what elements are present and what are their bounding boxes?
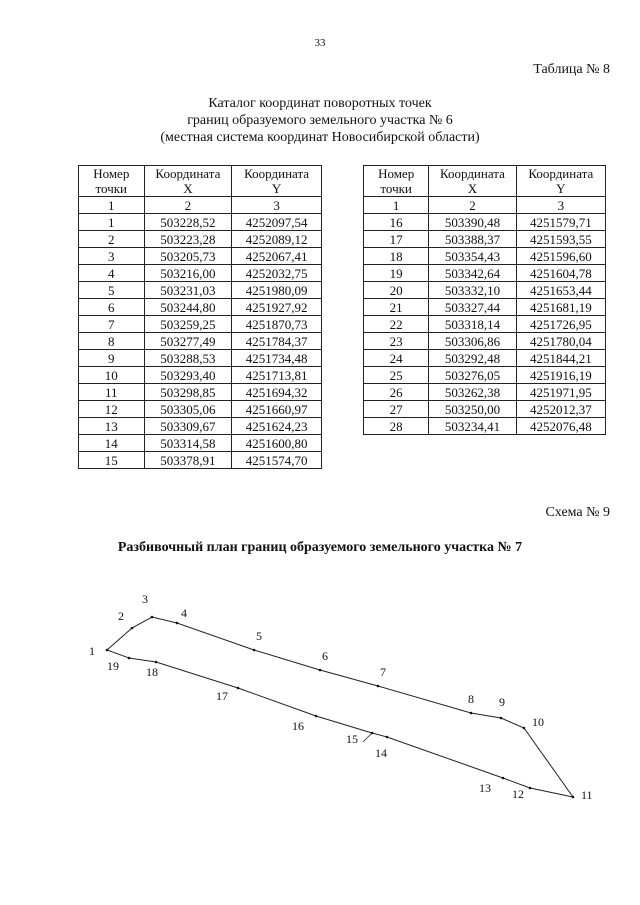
point-number-cell: 13	[79, 418, 145, 435]
table-row	[364, 299, 606, 316]
x-coordinate-cell: 503250,00	[429, 401, 516, 418]
header-text: Y	[271, 181, 282, 196]
vertex-point	[371, 732, 374, 735]
point-number-cell: 15	[79, 452, 145, 469]
y-coordinate-cell: 4252032,75	[232, 265, 322, 282]
x-coordinate-cell: 503314,58	[144, 435, 232, 452]
vertex-point	[386, 736, 389, 739]
index-cell: 2	[429, 197, 516, 214]
x-coordinate-cell: 503205,73	[144, 248, 232, 265]
vertex-label: 8	[468, 692, 474, 706]
x-coordinate-cell: 503309,67	[144, 418, 232, 435]
point-number-cell: 1	[79, 214, 145, 231]
vertex-point	[470, 712, 473, 715]
vertex-point	[319, 669, 322, 672]
point-number-cell: 22	[364, 316, 429, 333]
y-coordinate-cell: 4251579,71	[516, 214, 605, 231]
point-number-cell: 16	[364, 214, 429, 231]
y-coordinate-cell: 4251870,73	[232, 316, 322, 333]
table-row	[79, 214, 322, 231]
table-row	[364, 418, 606, 435]
header-text: точки	[380, 181, 412, 196]
point-number-cell: 4	[79, 265, 145, 282]
header-text: Номер	[93, 166, 130, 181]
x-coordinate-cell: 503292,48	[429, 350, 516, 367]
table-row	[364, 316, 606, 333]
x-coordinate-cell: 503262,38	[429, 384, 516, 401]
x-coordinate-cell: 503378,91	[144, 452, 232, 469]
vertex-label: 7	[380, 665, 386, 679]
table-row	[79, 265, 322, 282]
table-row	[79, 367, 322, 384]
y-coordinate-cell: 4251726,95	[516, 316, 605, 333]
vertex-label: 17	[216, 689, 228, 703]
table-row	[364, 265, 606, 282]
table-row	[79, 435, 322, 452]
table-row	[364, 401, 606, 418]
y-coordinate-cell: 4251624,23	[232, 418, 322, 435]
table-row	[79, 299, 322, 316]
y-coordinate-cell: 4251713,81	[232, 367, 322, 384]
header-point-number	[79, 166, 145, 197]
table-row	[364, 248, 606, 265]
table-row	[79, 231, 322, 248]
point-number-cell: 14	[79, 435, 145, 452]
point-number-cell: 10	[79, 367, 145, 384]
x-coordinate-cell: 503277,49	[144, 333, 232, 350]
header-coordinate-y	[232, 166, 322, 197]
x-coordinate-cell: 503223,28	[144, 231, 232, 248]
table-row	[364, 231, 606, 248]
table-row	[364, 367, 606, 384]
table-row	[364, 282, 606, 299]
y-coordinate-cell: 4252067,41	[232, 248, 322, 265]
x-coordinate-cell: 503259,25	[144, 316, 232, 333]
x-coordinate-cell: 503288,53	[144, 350, 232, 367]
page-number: 33	[314, 37, 326, 49]
point-number-cell: 28	[364, 418, 429, 435]
scheme-title: Разбивочный план границ образуемого земельного участка № 7	[117, 540, 523, 555]
y-coordinate-cell: 4252089,12	[232, 231, 322, 248]
header-coordinate-x	[429, 166, 516, 197]
vertex-point	[176, 622, 179, 625]
x-coordinate-cell: 503276,05	[429, 367, 516, 384]
y-coordinate-cell: 4251660,97	[232, 401, 322, 418]
table-row	[364, 350, 606, 367]
point-number-cell: 23	[364, 333, 429, 350]
vertex-label: 19	[107, 659, 119, 673]
vertex-label: 18	[146, 665, 158, 679]
point-number-cell: 8	[79, 333, 145, 350]
header-coordinate-y	[516, 166, 605, 197]
table-caption	[0, 95, 640, 146]
x-coordinate-cell: 503298,85	[144, 384, 232, 401]
x-coordinate-cell: 503293,40	[144, 367, 232, 384]
point-number-cell: 7	[79, 316, 145, 333]
x-coordinate-cell: 503390,48	[429, 214, 516, 231]
vertex-label: 5	[256, 629, 262, 643]
vertex-point	[237, 687, 240, 690]
vertex-label: 11	[581, 788, 593, 802]
table-row	[79, 418, 322, 435]
table-label: Таблица № 8	[533, 62, 610, 77]
table-row	[364, 384, 606, 401]
x-coordinate-cell: 503354,43	[429, 248, 516, 265]
scheme-label: Схема № 9	[545, 505, 610, 520]
x-coordinate-cell: 503244,80	[144, 299, 232, 316]
table-row	[79, 282, 322, 299]
vertex-point	[315, 715, 318, 718]
vertex-label: 10	[532, 715, 544, 729]
index-cell: 1	[364, 197, 429, 214]
header-text: X	[183, 181, 193, 196]
vertex-point	[253, 649, 256, 652]
y-coordinate-cell: 4251780,04	[516, 333, 605, 350]
y-coordinate-cell: 4251694,32	[232, 384, 322, 401]
x-coordinate-cell: 503228,52	[144, 214, 232, 231]
y-coordinate-cell: 4251596,60	[516, 248, 605, 265]
index-cell: 3	[232, 197, 322, 214]
index-cell: 1	[79, 197, 145, 214]
x-coordinate-cell: 503327,44	[429, 299, 516, 316]
index-cell: 2	[144, 197, 232, 214]
vertex-point	[377, 685, 380, 688]
y-coordinate-cell: 4251734,48	[232, 350, 322, 367]
header-text: X	[467, 181, 478, 196]
header-point-number	[364, 166, 429, 197]
table-row	[79, 350, 322, 367]
vertex-label: 14	[375, 746, 387, 760]
y-coordinate-cell: 4251916,19	[516, 367, 605, 384]
y-coordinate-cell: 4251653,44	[516, 282, 605, 299]
y-coordinate-cell: 4251600,80	[232, 435, 322, 452]
header-text: Номер	[378, 166, 415, 181]
vertex-label: 13	[479, 781, 491, 795]
vertex-label: 12	[512, 787, 524, 801]
vertex-label: 9	[499, 695, 505, 709]
y-coordinate-cell: 4251971,95	[516, 384, 605, 401]
point-number-cell: 25	[364, 367, 429, 384]
point-number-cell: 17	[364, 231, 429, 248]
y-coordinate-cell: 4251593,55	[516, 231, 605, 248]
x-coordinate-cell: 503306,86	[429, 333, 516, 350]
x-coordinate-cell: 503388,37	[429, 231, 516, 248]
y-coordinate-cell: 4251980,09	[232, 282, 322, 299]
vertex-point	[500, 717, 503, 720]
point-number-cell: 11	[79, 384, 145, 401]
header-text: Координата	[155, 166, 221, 181]
vertex-label: 6	[322, 649, 328, 663]
x-coordinate-cell: 503234,41	[429, 418, 516, 435]
table-index-row	[364, 197, 606, 214]
table-row	[79, 401, 322, 418]
vertex-label: 2	[118, 609, 124, 623]
caption-line-3: (местная система координат Новосибирской области)	[160, 130, 480, 145]
point-number-cell: 6	[79, 299, 145, 316]
header-text: Координата	[528, 166, 594, 181]
vertex-point	[523, 727, 526, 730]
vertex-point	[131, 627, 134, 630]
vertex-point	[529, 787, 532, 790]
header-text: Координата	[439, 166, 505, 181]
vertex-point	[502, 777, 505, 780]
header-coordinate-x	[144, 166, 232, 197]
x-coordinate-cell: 503332,10	[429, 282, 516, 299]
point-number-cell: 9	[79, 350, 145, 367]
table-row	[79, 333, 322, 350]
x-coordinate-cell: 503305,06	[144, 401, 232, 418]
table-row	[364, 214, 606, 231]
y-coordinate-cell: 4252097,54	[232, 214, 322, 231]
x-coordinate-cell: 503342,64	[429, 265, 516, 282]
table-header-row	[79, 166, 322, 197]
header-text: Координата	[244, 166, 310, 181]
point-number-cell: 24	[364, 350, 429, 367]
y-coordinate-cell: 4251681,19	[516, 299, 605, 316]
caption-line-1: Каталог координат поворотных точек	[208, 96, 432, 111]
vertex-label: 4	[181, 606, 187, 620]
coordinates-table-left	[78, 165, 322, 469]
point-number-cell: 26	[364, 384, 429, 401]
header-text: Y	[556, 181, 566, 196]
point-number-cell: 12	[79, 401, 145, 418]
point-number-cell: 19	[364, 265, 429, 282]
point-number-cell: 21	[364, 299, 429, 316]
vertex-label: 15	[346, 732, 358, 746]
vertex-point	[572, 796, 575, 799]
point-number-cell: 5	[79, 282, 145, 299]
vertex-point	[151, 616, 154, 619]
vertex-label: 3	[142, 592, 148, 606]
y-coordinate-cell: 4251844,21	[516, 350, 605, 367]
table-row	[79, 452, 322, 469]
x-coordinate-cell: 503231,03	[144, 282, 232, 299]
x-coordinate-cell: 503318,14	[429, 316, 516, 333]
point-number-cell: 3	[79, 248, 145, 265]
point-number-cell: 18	[364, 248, 429, 265]
table-header-row	[364, 166, 606, 197]
vertex-label: 16	[292, 719, 304, 733]
layout-plan-drawing	[0, 580, 640, 820]
y-coordinate-cell: 4251574,70	[232, 452, 322, 469]
y-coordinate-cell: 4252076,48	[516, 418, 605, 435]
vertex-label: 1	[89, 644, 95, 658]
point-number-cell: 2	[79, 231, 145, 248]
table-row	[364, 333, 606, 350]
table-index-row	[79, 197, 322, 214]
vertex-point	[155, 661, 158, 664]
table-row	[79, 384, 322, 401]
table-row	[79, 316, 322, 333]
point-15-leader	[363, 733, 372, 742]
vertex-point	[128, 657, 131, 660]
x-coordinate-cell: 503216,00	[144, 265, 232, 282]
coordinates-table-right	[363, 165, 606, 435]
table-row	[79, 248, 322, 265]
header-text: точки	[95, 181, 127, 196]
caption-line-2: границ образуемого земельного участка № 6	[187, 113, 453, 128]
point-number-cell: 20	[364, 282, 429, 299]
index-cell: 3	[516, 197, 605, 214]
vertex-point	[106, 649, 109, 652]
point-number-cell: 27	[364, 401, 429, 418]
y-coordinate-cell: 4252012,37	[516, 401, 605, 418]
y-coordinate-cell: 4251784,37	[232, 333, 322, 350]
y-coordinate-cell: 4251604,78	[516, 265, 605, 282]
y-coordinate-cell: 4251927,92	[232, 299, 322, 316]
